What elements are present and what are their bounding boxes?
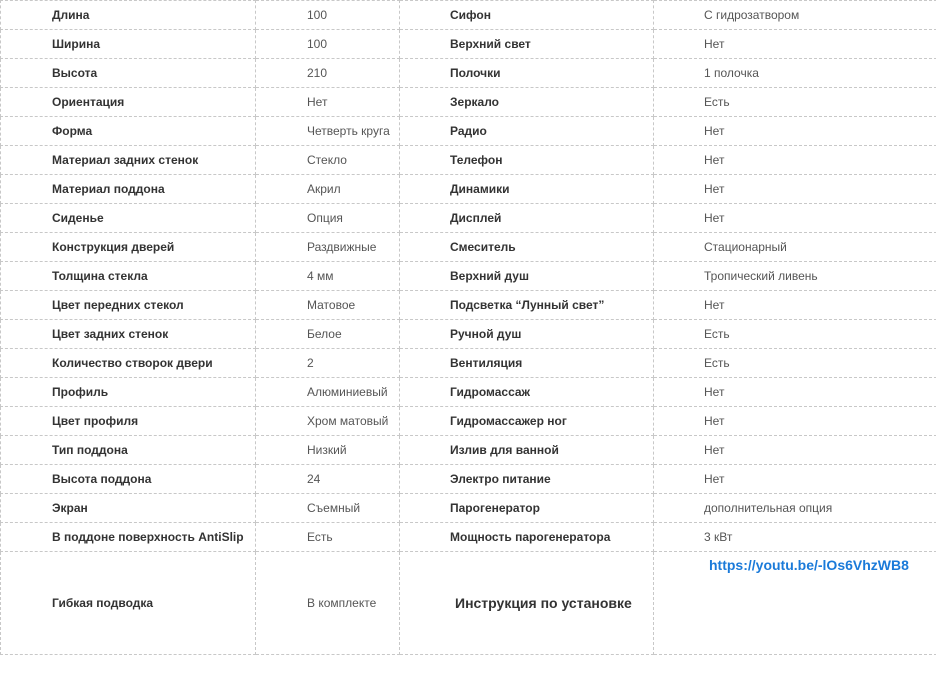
spec-value: Алюминиевый <box>256 378 400 407</box>
spec-name: Цвет передних стекол <box>1 291 256 320</box>
table-row <box>1 407 936 436</box>
table-row <box>1 88 936 117</box>
spec-name: Высота поддона <box>1 465 256 494</box>
spec-value: 2 <box>256 349 400 378</box>
table-row <box>1 465 936 494</box>
spec-value: Раздвижные <box>256 233 400 262</box>
spec-name: Мощность парогенератора <box>400 523 654 552</box>
spec-value: Нет <box>654 146 936 175</box>
spec-name: Длина <box>1 1 256 30</box>
spec-value: Хром матовый <box>256 407 400 436</box>
spec-name: Смеситель <box>400 233 654 262</box>
spec-value: 210 <box>256 59 400 88</box>
spec-name: Радио <box>400 117 654 146</box>
spec-value: Есть <box>654 320 936 349</box>
spec-name: Экран <box>1 494 256 523</box>
install-video-link[interactable]: https://youtu.be/-lOs6VhzWB8 <box>709 557 909 573</box>
spec-name: Электро питание <box>400 465 654 494</box>
spec-name: Вентиляция <box>400 349 654 378</box>
spec-value: Нет <box>654 30 936 59</box>
spec-value: Нет <box>654 175 936 204</box>
spec-name: Верхний душ <box>400 262 654 291</box>
spec-value: Есть <box>654 88 936 117</box>
spec-name: Гибкая подводка <box>1 552 256 655</box>
spec-name: Телефон <box>400 146 654 175</box>
spec-name: Излив для ванной <box>400 436 654 465</box>
spec-value: Опция <box>256 204 400 233</box>
spec-value: Нет <box>654 436 936 465</box>
spec-name: Высота <box>1 59 256 88</box>
spec-value: Нет <box>654 465 936 494</box>
table-row <box>1 1 936 30</box>
spec-value: Нет <box>654 204 936 233</box>
spec-value: Акрил <box>256 175 400 204</box>
spec-value: 3 кВт <box>654 523 936 552</box>
spec-value: Стекло <box>256 146 400 175</box>
spec-name: Полочки <box>400 59 654 88</box>
table-row <box>1 175 936 204</box>
spec-value: Нет <box>654 407 936 436</box>
spec-value: С гидрозатвором <box>654 1 936 30</box>
spec-value: Четверть круга <box>256 117 400 146</box>
spec-value: 4 мм <box>256 262 400 291</box>
install-video-cell <box>654 552 936 655</box>
spec-name: Профиль <box>1 378 256 407</box>
table-row <box>1 262 936 291</box>
spec-name: Дисплей <box>400 204 654 233</box>
install-instruction-cell <box>400 552 654 655</box>
spec-name: Ориентация <box>1 88 256 117</box>
table-row <box>1 146 936 175</box>
spec-name: Материал поддона <box>1 175 256 204</box>
table-row <box>1 349 936 378</box>
spec-value: Белое <box>256 320 400 349</box>
spec-name: Парогенератор <box>400 494 654 523</box>
spec-value: 1 полочка <box>654 59 936 88</box>
table-row <box>1 494 936 523</box>
spec-name: Верхний свет <box>400 30 654 59</box>
specs-table-body <box>1 1 936 552</box>
spec-value: Нет <box>654 291 936 320</box>
spec-name: Цвет профиля <box>1 407 256 436</box>
spec-value: 24 <box>256 465 400 494</box>
spec-value: Есть <box>256 523 400 552</box>
table-row <box>1 204 936 233</box>
install-instruction-label: Инструкция по установке <box>455 595 632 611</box>
table-row <box>1 436 936 465</box>
spec-name: Цвет задних стенок <box>1 320 256 349</box>
spec-value: Низкий <box>256 436 400 465</box>
spec-value: 100 <box>256 30 400 59</box>
spec-value: Нет <box>654 117 936 146</box>
spec-name: Форма <box>1 117 256 146</box>
spec-name: Зеркало <box>400 88 654 117</box>
spec-value: дополнительная опция <box>654 494 936 523</box>
spec-value: Нет <box>256 88 400 117</box>
spec-value: Нет <box>654 378 936 407</box>
spec-name: Динамики <box>400 175 654 204</box>
spec-value: Тропический ливень <box>654 262 936 291</box>
spec-value: Есть <box>654 349 936 378</box>
spec-name: Ширина <box>1 30 256 59</box>
spec-name: Толщина стекла <box>1 262 256 291</box>
spec-name: Ручной душ <box>400 320 654 349</box>
table-row <box>1 30 936 59</box>
table-row <box>1 117 936 146</box>
spec-name: Конструкция дверей <box>1 233 256 262</box>
table-row <box>1 59 936 88</box>
spec-name: Сиденье <box>1 204 256 233</box>
spec-name: Гидромассажер ног <box>400 407 654 436</box>
table-row-install <box>1 552 936 655</box>
spec-name: Количество створок двери <box>1 349 256 378</box>
spec-name: Сифон <box>400 1 654 30</box>
spec-value: Матовое <box>256 291 400 320</box>
spec-name: В поддоне поверхность AntiSlip <box>1 523 256 552</box>
table-row <box>1 378 936 407</box>
spec-name: Тип поддона <box>1 436 256 465</box>
table-row <box>1 320 936 349</box>
spec-value: Съемный <box>256 494 400 523</box>
table-row <box>1 523 936 552</box>
spec-name: Гидромассаж <box>400 378 654 407</box>
spec-value: В комплекте <box>256 552 400 655</box>
spec-value: 100 <box>256 1 400 30</box>
spec-name: Подсветка “Лунный свет” <box>400 291 654 320</box>
table-row <box>1 233 936 262</box>
spec-value: Стационарный <box>654 233 936 262</box>
table-row <box>1 291 936 320</box>
spec-name: Материал задних стенок <box>1 146 256 175</box>
